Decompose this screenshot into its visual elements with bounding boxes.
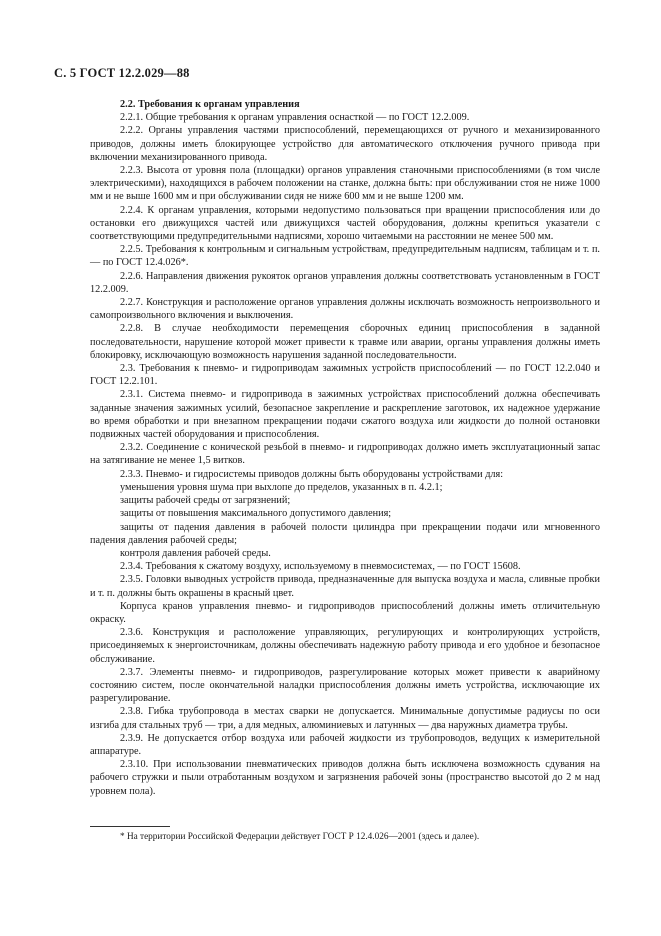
- page-header: С. 5 ГОСТ 12.2.029—88: [54, 66, 190, 80]
- list-item: защиты от падения давления в рабочей полости цилиндра при прекращении подачи или мгновенного падения давления рабочей среды;: [90, 521, 600, 546]
- clause-2-2-4: 2.2.4. К органам управления, которыми недопустимо пользоваться при вращении приспособления или до остановки его движущихся частей или движущихся частей оборудования, должны крепиться указатели с соответствующими предупредительными надписями, хорошо читаемыми на расстоянии не менее 500 мм.: [90, 204, 600, 243]
- clause-2-2-3: 2.2.3. Высота от уровня пола (площадки) органов управления станочными приспособлениями (в том числе электрическими), находящихся в рабочем положении на станке, должна быть: при обслуживании стоя не ниже 1000 мм и не выше 1600 мм и при обслуживании сидя не ниже 600 мм и не выше 1200 мм.: [90, 165, 600, 203]
- clause-2-3-9: 2.3.9. Не допускается отбор воздуха или рабочей жидкости из трубопроводов, ведущих к измерительной аппаратуре.: [90, 732, 600, 757]
- clause-2-3: 2.3. Требования к пневмо- и гидроприводам зажимных устройств приспособлений — по ГОСТ 12.2.040 и ГОСТ 12.2.101.: [90, 363, 600, 388]
- clause-2-3-4: 2.3.4. Требования к сжатому воздуху, используемому в пневмосистемах, — по ГОСТ 15608.: [120, 561, 521, 573]
- list-item: уменьшения уровня шума при выхлопе до пределов, указанных в п. 4.2.1;: [120, 481, 443, 493]
- clause-2-3-10: 2.3.10. При использовании пневматических приводов должна быть исключена возможность сдувания на рабочего стружки и пыли отработанным воздухом и загрязнения рабочей зоны (пространство высотой до 2 м над уровнем пола).: [90, 759, 600, 797]
- section-heading-2-2: 2.2. Требования к органам управления: [120, 99, 300, 110]
- clause-2-2-2: 2.2.2. Органы управления частями приспособлений, перемещающихся от ручного и механизированного приводов, должны иметь блокирующее устройство для автоматического отключения ручного привода при включении механизированного привода.: [90, 125, 600, 163]
- document-body: [90, 98, 600, 798]
- clause-2-3-6: 2.3.6. Конструкция и расположение управляющих, регулирующих и контролирующих устройств, присоединяемых к энергоисточникам, должны обеспечивать надежную работу привода и его удобное и безопасное обслуживание.: [90, 627, 600, 665]
- clause-2-3-1: 2.3.1. Система пневмо- и гидропривода в зажимных устройствах приспособлений должна обеспечивать заданные значения зажимных усилий, безопасное закрепление и раскрепление заготовок, их надежное удержание во время обработки и при внезапном прекращении подачи сжатого воздуха или жидкости до полной остановки подвижных частей оборудования и приспособления.: [90, 389, 600, 441]
- clause-2-3-5-continuation: Корпуса кранов управления пневмо- и гидроприводов приспособлений должны иметь отличительную окраску.: [90, 600, 600, 625]
- footnote: * На территории Российской Федерации действует ГОСТ Р 12.4.026—2001 (здесь и далее).: [120, 832, 480, 842]
- list-item: контроля давления рабочей среды.: [120, 547, 271, 559]
- clause-2-3-2: 2.3.2. Соединение с конической резьбой в пневмо- и гидроприводах должно иметь эксплуатационный запас на затягивание не менее 1,5 витков.: [90, 442, 600, 467]
- clause-2-2-6: 2.2.6. Направления движения рукояток органов управления должны соответствовать установленным в ГОСТ 12.2.009.: [90, 270, 600, 295]
- clause-2-3-3: 2.3.3. Пневмо- и гидросистемы приводов должны быть оборудованы устройствами для:: [120, 468, 504, 480]
- clause-2-2-1: 2.2.1. Общие требования к органам управления оснасткой — по ГОСТ 12.2.009.: [120, 112, 470, 124]
- clause-2-3-7: 2.3.7. Элементы пневмо- и гидроприводов, разрегулирование которых может привести к аварийному состоянию систем, после окончательной наладки приспособления должны иметь устройства, исключающие их разрегулирование.: [90, 666, 600, 705]
- list-item: защиты от повышения максимального допустимого давления;: [120, 508, 392, 520]
- clause-2-3-5: 2.3.5. Головки выводных устройств привода, предназначенные для выпуска воздуха и масла, сливные пробки и т. п. должны быть окрашены в красный цвет.: [90, 574, 600, 599]
- footnote-divider: [90, 826, 170, 827]
- clause-2-2-7: 2.2.7. Конструкция и расположение органов управления должны исключать возможность непроизвольного и самопроизвольного включения и выключения.: [90, 297, 600, 322]
- clause-2-3-8: 2.3.8. Гибка трубопровода в местах сварки не допускается. Минимальные допустимые радиусы по оси изгиба для стальных труб — три, а для медных, алюминиевых и латунных — два наружных диаметра трубы.: [90, 706, 600, 731]
- clause-2-2-8: 2.2.8. В случае необходимости перемещения сборочных единиц приспособления в заданной последовательности, нарушение которой может привести к травме или аварии, органы управления должны иметь блокировку, исключающую возможность нарушения заданной последовательности.: [90, 323, 600, 361]
- list-item: защиты рабочей среды от загрязнений;: [120, 495, 291, 507]
- clause-2-2-5: 2.2.5. Требования к контрольным и сигнальным устройствам, предупредительным надписям, таблицам и т. п. — по ГОСТ 12.4.026*.: [90, 244, 600, 269]
